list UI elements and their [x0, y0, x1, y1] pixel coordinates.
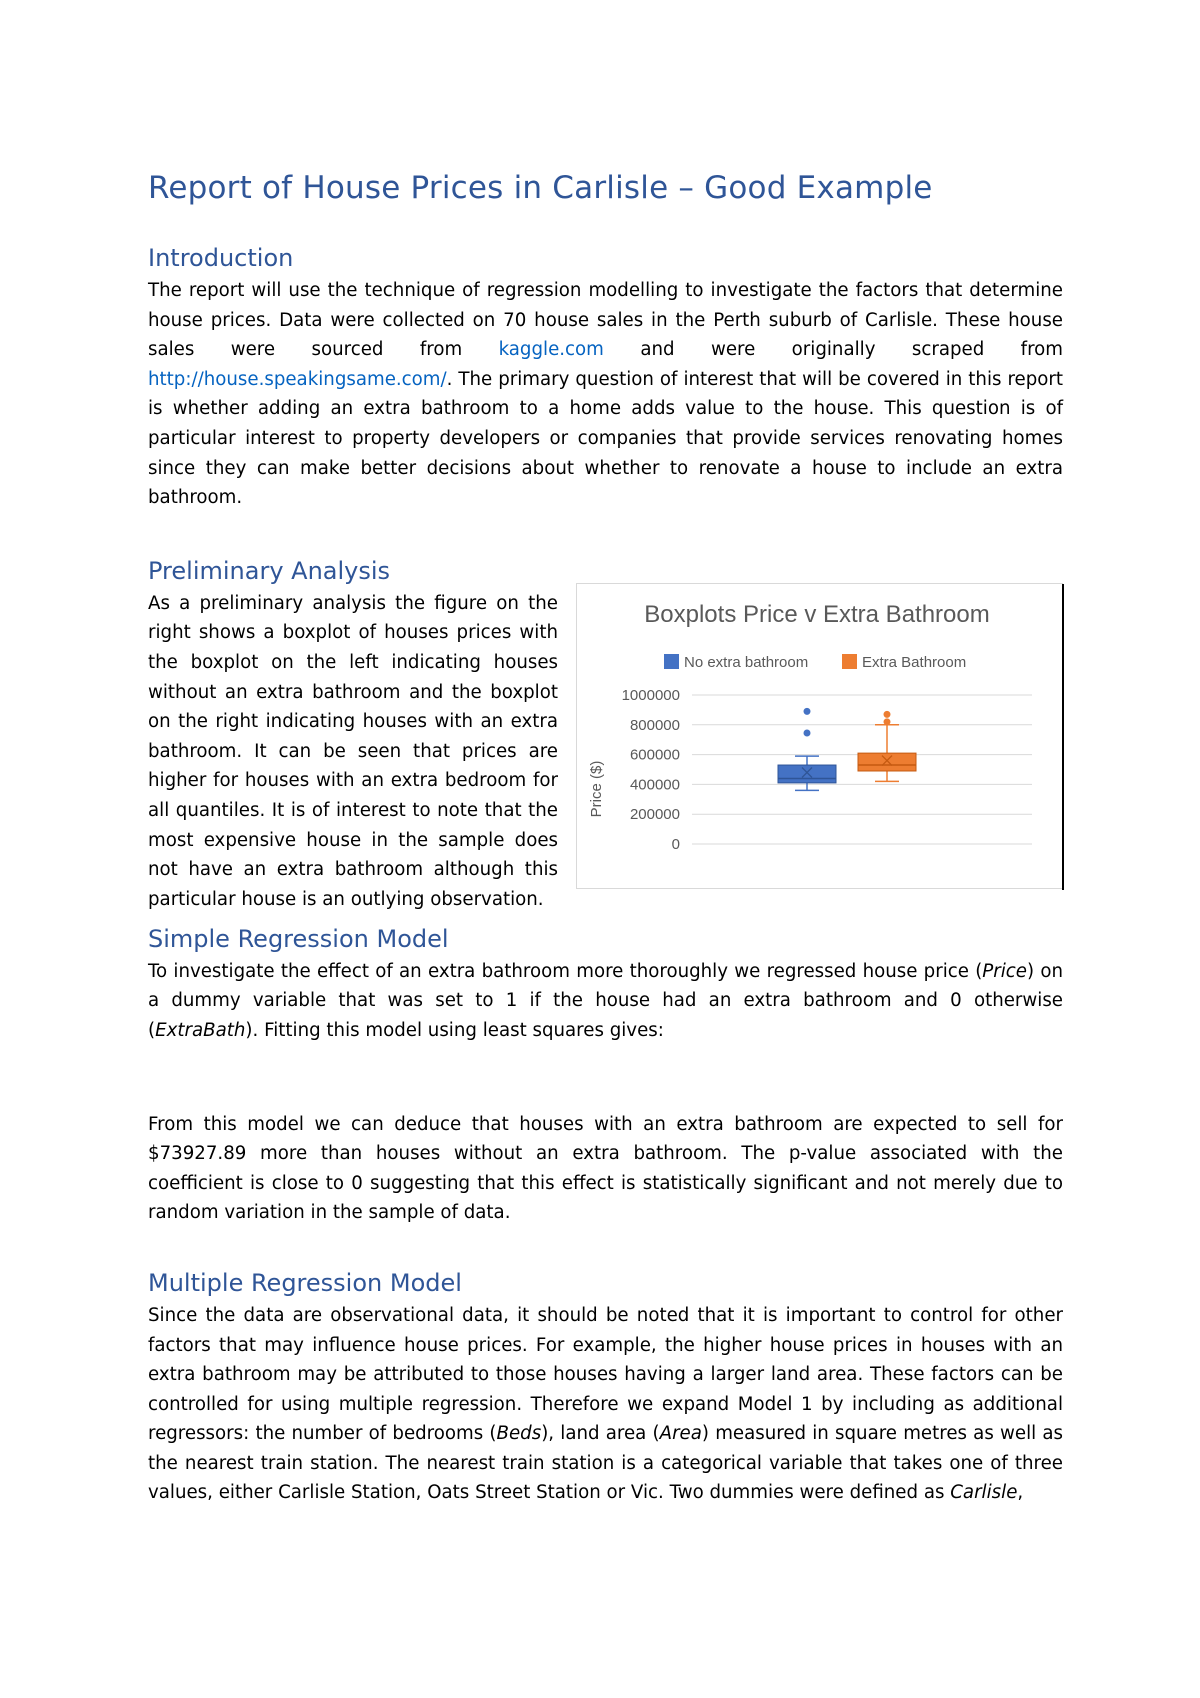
outlier-point: [804, 729, 811, 736]
outlier-point: [804, 708, 811, 715]
multiple-regression-heading: Multiple Regression Model: [148, 1268, 462, 1297]
preliminary-analysis-section: [148, 557, 1063, 915]
preliminary-text-column: [148, 557, 558, 915]
var-extrabath: ExtraBath: [155, 1019, 246, 1041]
chart-legend: [664, 654, 966, 671]
simple-regression-section: [148, 925, 1063, 1228]
y-tick-label: 800000: [629, 716, 680, 734]
simple-regression-paragraph-1: [148, 957, 1063, 1046]
y-tick-label: 200000: [629, 805, 680, 823]
chart-title: Boxplots Price v Extra Bathroom: [644, 600, 990, 628]
boxplot-chart: [576, 583, 1063, 889]
var-price: Price: [982, 960, 1027, 982]
preliminary-paragraph: As a preliminary analysis the figure on the right shows a boxplot of houses prices with the boxplot on the left indicating houses without an extra bathroom and the boxplot on the right indicating houses with an extra bathroom. It can be seen that prices are higher for houses with an extra bedroom for all quantiles. It is of interest to note that the most expensive house in the sample does not have an extra bathroom although this particular house is an outlying observation.: [148, 592, 558, 910]
var-area: Area: [659, 1423, 702, 1445]
kaggle-link[interactable]: kaggle.com: [498, 339, 604, 361]
iqr-box: [858, 753, 916, 771]
y-axis-ticks: [622, 687, 680, 853]
var-carlisle: Carlisle: [950, 1482, 1018, 1504]
simple-text-b: ) on a dummy variable that was set to 1 if the house had an extra bathroom and 0 otherwise (: [148, 960, 1063, 1041]
y-tick-label: 600000: [629, 746, 680, 764]
introduction-section: [148, 244, 1063, 513]
introduction-paragraph: [148, 276, 1063, 513]
chart-right-border: [1062, 584, 1064, 890]
intro-text-3: . The primary question of interest that will be covered in this report is whether adding an extra bathroom to a home adds value to the house. This question is of particular interest to property developers or companies that provide services renovating homes since they can make better decisions about whether to renovate a house to include an extra bathroom.: [148, 368, 1063, 509]
multiple-regression-section: [148, 1269, 1063, 1508]
introduction-heading: Introduction: [148, 244, 294, 272]
page-title: Report of House Prices in Carlisle – Good Example: [148, 170, 933, 206]
y-axis-label: Price ($): [588, 760, 605, 818]
chart-boxes: [778, 708, 916, 790]
simple-text-a: To investigate the effect of an extra bathroom more thoroughly we regressed house price (: [148, 960, 983, 982]
legend-swatch-extra: [842, 654, 857, 669]
multiple-text-a: Since the data are observational data, it should be noted that it is important to control for other factors that may influence house prices. For example, the higher house prices in houses with an extra bathroom may be attributed to those houses having a larger land area. These factors can be controlled for using multiple regression. Therefore we expand Model 1 by including as additional regressors: the number of bedrooms (: [148, 1304, 1063, 1445]
legend-label-no-extra: No extra bathroom: [684, 653, 809, 671]
multiple-text-b: ), land area (: [541, 1423, 660, 1445]
speakingsame-link[interactable]: http://house.speakingsame.com/: [148, 368, 447, 390]
simple-regression-paragraph-2: From this model we can deduce that houses with an extra bathroom are expected to sell for $73927.89 more than houses without an extra bathroom. The p-value associated with the coefficient is close to 0 suggesting that this effect is statistically significant and not merely due to random variation in the sample of data.: [148, 1113, 1063, 1224]
document-page: [148, 150, 1063, 1508]
legend-label-extra: Extra Bathroom: [862, 653, 967, 671]
multiple-text-d: ,: [1017, 1482, 1024, 1504]
multiple-regression-paragraph: [148, 1301, 1063, 1508]
iqr-box: [778, 765, 836, 783]
simple-text-c: ). Fitting this model using least squares gives:: [245, 1019, 664, 1041]
y-tick-label: 0: [671, 835, 680, 853]
intro-text-1: The report will use the technique of regression modelling to investigate the factors that determine house prices. Data were collected on 70 house sales in the Perth suburb of Carlisle. These house sales were sourced from: [148, 280, 1063, 361]
boxplot-svg: [577, 584, 1062, 888]
equation-placeholder: [148, 1046, 1063, 1110]
outlier-point: [884, 718, 891, 725]
intro-text-2: and were originally scraped from: [603, 339, 1063, 361]
legend-swatch-no-extra: [664, 654, 679, 669]
multiple-text-c: ) measured in square metres as well as the nearest train station. The nearest train station is a categorical variable that takes one of three values, either Carlisle Station, Oats Street Station or Vic. Two dummies were defined as: [148, 1423, 1063, 1504]
y-tick-label: 1000000: [621, 686, 680, 704]
preliminary-heading: Preliminary Analysis: [148, 556, 391, 585]
outlier-point: [884, 711, 891, 718]
var-beds: Beds: [496, 1423, 542, 1445]
y-tick-label: 400000: [629, 776, 680, 794]
simple-regression-heading: Simple Regression Model: [148, 924, 449, 953]
